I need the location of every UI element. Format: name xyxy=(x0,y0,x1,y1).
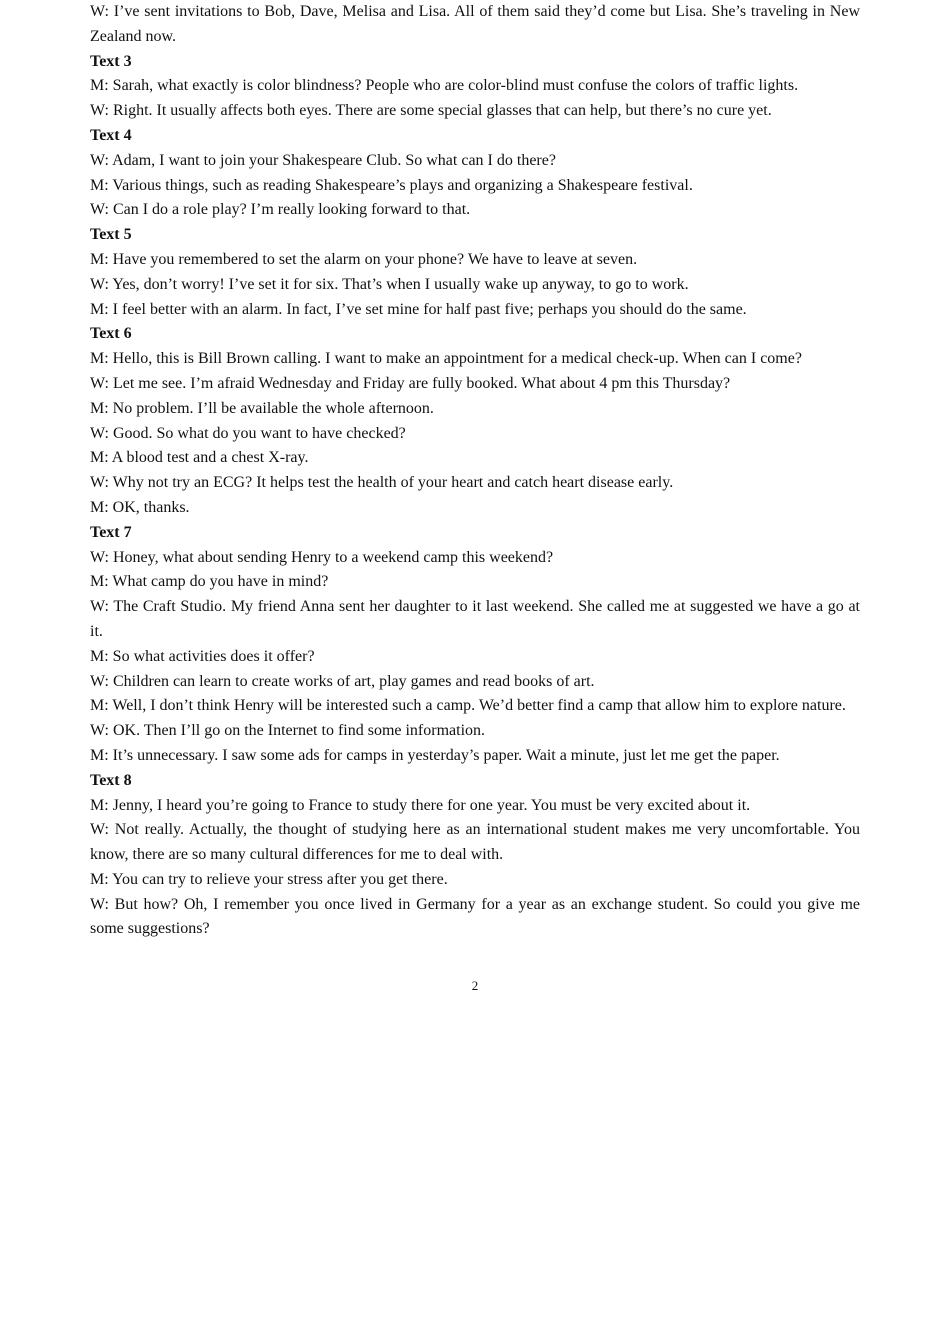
page-number: 2 xyxy=(471,978,479,993)
dialogue-line: W: Adam, I want to join your Shakespeare Club. So what can I do there? xyxy=(90,151,556,169)
dialogue-line: M: You can try to relieve your stress after you get there. xyxy=(90,870,448,888)
section-heading-text-7: Text 7 xyxy=(90,523,132,541)
dialogue-line: W: Let me see. I’m afraid Wednesday and Friday are fully booked. What about 4 pm this Thursday? xyxy=(90,374,731,392)
dialogue-line: W: Good. So what do you want to have checked? xyxy=(90,424,406,442)
dialogue-line: W: Right. It usually affects both eyes. There are some special glasses that can help, but there’s no cure yet. xyxy=(90,102,772,120)
dialogue-line: M: Various things, such as reading Shakespeare’s plays and organizing a Shakespeare festival. xyxy=(90,176,693,194)
section-heading-text-5: Text 5 xyxy=(90,226,132,244)
dialogue-line: W: Can I do a role play? I’m really looking forward to that. xyxy=(90,201,471,219)
section-heading-text-6: Text 6 xyxy=(90,325,132,343)
dialogue-line: W: But how? Oh, I remember you once lived in Germany for a year as an exchange student. So could you give me some suggestions? xyxy=(90,895,860,938)
intro-line: W: I’ve sent invitations to Bob, Dave, Melisa and Lisa. All of them said they’d come but Lisa. She’s traveling in New Zealand now. xyxy=(90,3,860,45)
dialogue-line: W: Why not try an ECG? It helps test the health of your heart and catch heart disease early. xyxy=(90,474,674,492)
dialogue-line: W: Not really. Actually, the thought of studying here as an international student makes me very uncomfortable. You know, there are so many cultural differences for me to deal with. xyxy=(90,821,860,864)
dialogue-line: M: OK, thanks. xyxy=(90,498,190,516)
section-heading-text-3: Text 3 xyxy=(90,52,132,70)
section-heading-text-4: Text 4 xyxy=(90,126,132,144)
dialogue-line: M: So what activities does it offer? xyxy=(90,647,315,665)
dialogue-line: M: It’s unnecessary. I saw some ads for camps in yesterday’s paper. Wait a minute, just let me get the paper. xyxy=(90,746,780,764)
dialogue-line: W: Children can learn to create works of art, play games and read books of art. xyxy=(90,672,595,690)
dialogue-line: M: What camp do you have in mind? xyxy=(90,573,329,591)
dialogue-line: M: No problem. I’ll be available the whole afternoon. xyxy=(90,399,434,417)
dialogue-line: M: Have you remembered to set the alarm on your phone? We have to leave at seven. xyxy=(90,250,638,268)
dialogue-line: W: Yes, don’t worry! I’ve set it for six. That’s when I usually wake up anyway, to go to work. xyxy=(90,275,689,293)
dialogue-line: M: A blood test and a chest X-ray. xyxy=(90,449,309,467)
dialogue-line: M: I feel better with an alarm. In fact, I’ve set mine for half past five; perhaps you should do the same. xyxy=(90,300,747,318)
dialogue-line: M: Sarah, what exactly is color blindness? People who are color-blind must confuse the colors of traffic lights. xyxy=(90,77,799,95)
dialogue-line: M: Jenny, I heard you’re going to France to study there for one year. You must be very excited about it. xyxy=(90,796,751,814)
document-body xyxy=(90,0,860,942)
dialogue-line: W: Honey, what about sending Henry to a weekend camp this weekend? xyxy=(90,548,554,566)
dialogue-line: M: Hello, this is Bill Brown calling. I want to make an appointment for a medical check-up. When can I come? xyxy=(90,350,802,368)
dialogue-line: W: OK. Then I’ll go on the Internet to find some information. xyxy=(90,722,486,740)
dialogue-line: M: Well, I don’t think Henry will be interested such a camp. We’d better find a camp that allow him to explore nature. xyxy=(90,697,846,715)
section-heading-text-8: Text 8 xyxy=(90,771,132,789)
dialogue-line: W: The Craft Studio. My friend Anna sent her daughter to it last weekend. She called me at suggested we have a go at it. xyxy=(90,598,860,640)
